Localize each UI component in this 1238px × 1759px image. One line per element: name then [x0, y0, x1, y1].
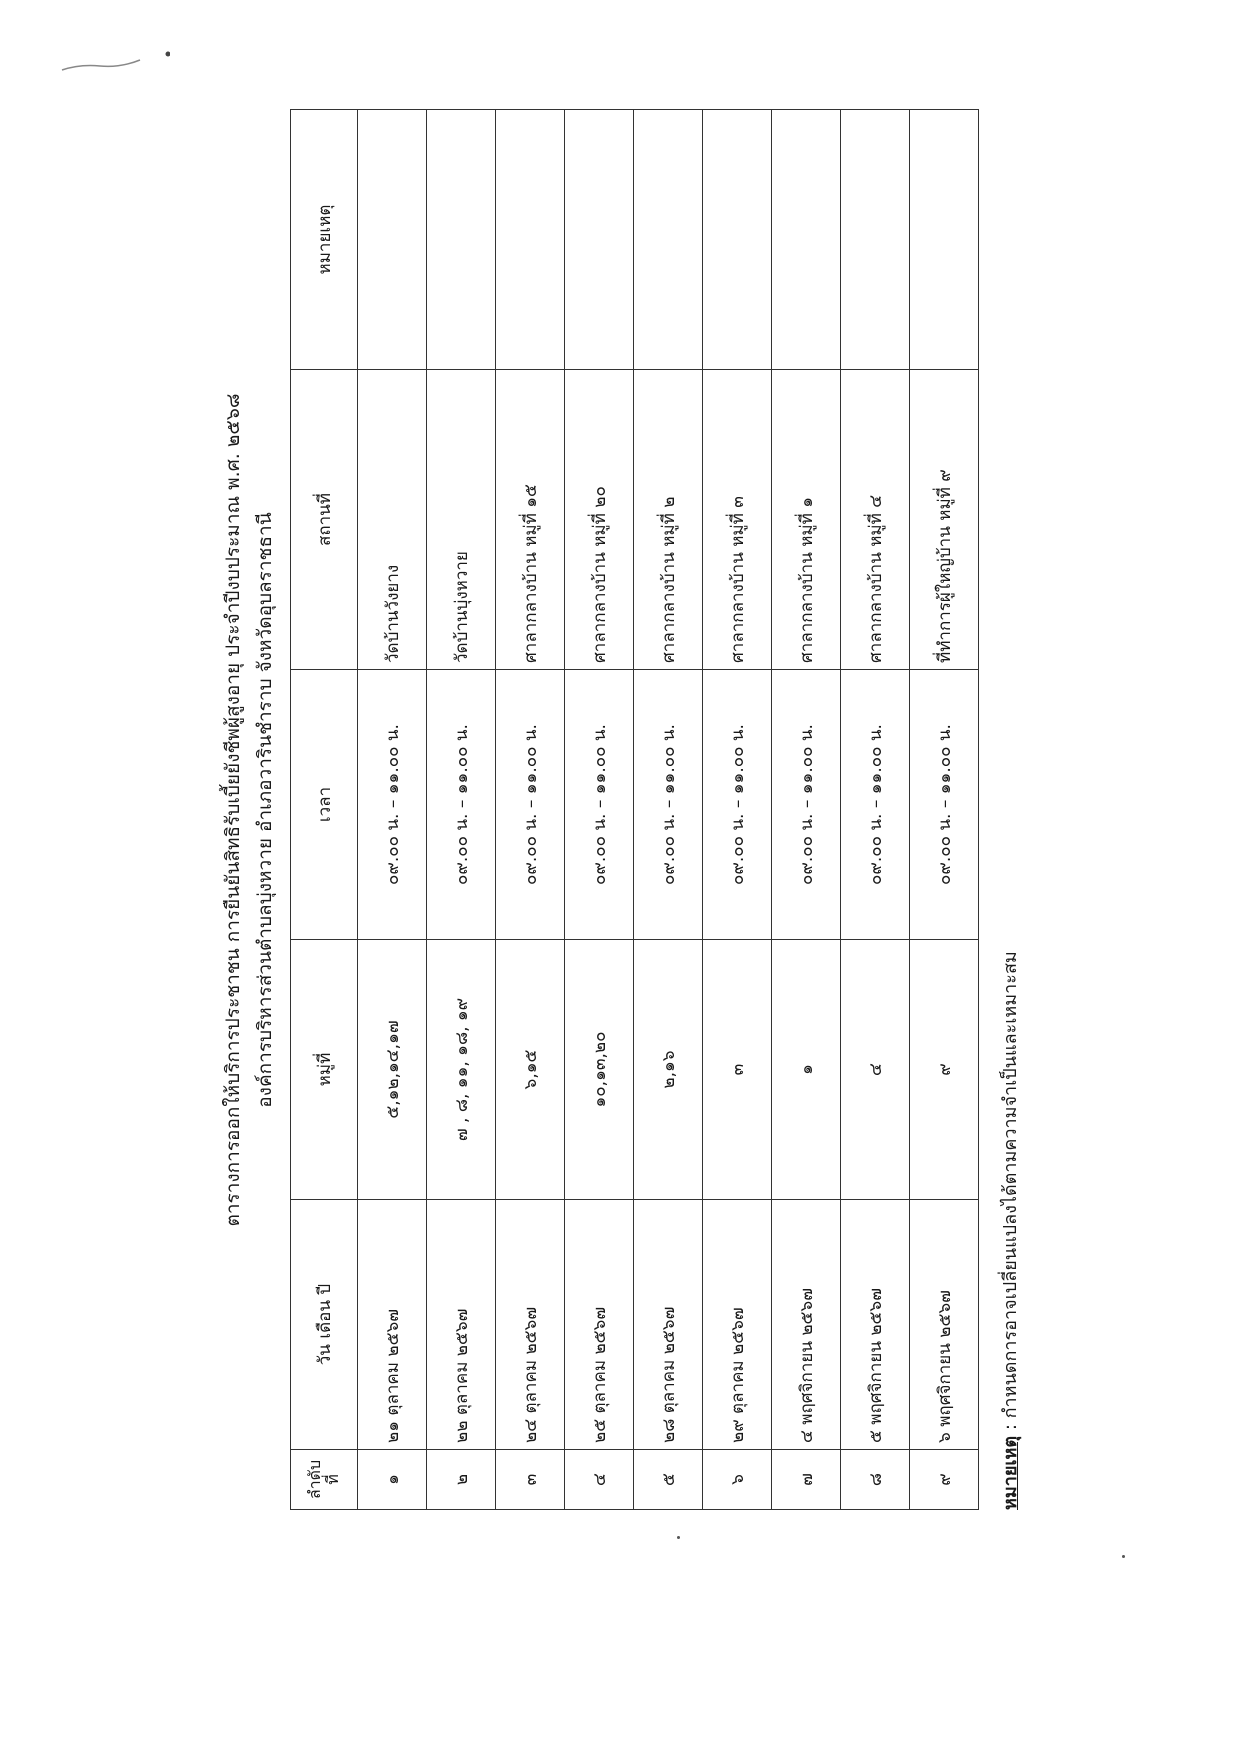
cell-seq: ๑ — [358, 1450, 427, 1510]
cell-remark — [427, 110, 496, 370]
footnote-text: กำหนดการอาจเปลี่ยนแปลงได้ตามความจำเป็นและเหมาะสม — [1000, 951, 1021, 1419]
cell-moo: ๔ — [841, 940, 910, 1200]
table-row — [634, 110, 703, 1510]
table-header-row — [291, 110, 358, 1510]
cell-place: ศาลากลางบ้าน หมู่ที่ ๒ — [634, 370, 703, 670]
cell-seq: ๕ — [634, 1450, 703, 1510]
scan-speck — [677, 1536, 680, 1539]
cell-place: วัดบ้านวังยาง — [358, 370, 427, 670]
cell-seq: ๒ — [427, 1450, 496, 1510]
cell-time: ๐๙.๐๐ น. – ๑๑.๐๐ น. — [634, 670, 703, 940]
document-title: ตารางการออกให้บริการประชาชน การยืนยันสิทธิรับเบี้ยยังชีพผู้สูงอายุ ประจำปีงบประมาณ พ.ศ. ๒๕๖๘ — [222, 393, 244, 1227]
cell-time: ๐๙.๐๐ น. – ๑๑.๐๐ น. — [910, 670, 979, 940]
footnote-separator: : — [1000, 1418, 1021, 1436]
header-place: สถานที่ — [291, 370, 358, 670]
cell-date: ๒๒ ตุลาคม ๒๕๖๗ — [427, 1200, 496, 1450]
table-row — [772, 110, 841, 1510]
cell-seq: ๓ — [496, 1450, 565, 1510]
header-date: วัน เดือน ปี — [291, 1200, 358, 1450]
cell-moo: ๓ — [703, 940, 772, 1200]
cell-date: ๒๙ ตุลาคม ๒๕๖๗ — [703, 1200, 772, 1450]
cell-place: ที่ทำการผู้ใหญ่บ้าน หมู่ที่ ๙ — [910, 370, 979, 670]
cell-remark — [841, 110, 910, 370]
schedule-table — [290, 109, 979, 1510]
cell-time: ๐๙.๐๐ น. – ๑๑.๐๐ น. — [565, 670, 634, 940]
cell-moo: ๖,๑๕ — [496, 940, 565, 1200]
table-row — [703, 110, 772, 1510]
cell-date: ๒๘ ตุลาคม ๒๕๖๗ — [634, 1200, 703, 1450]
header-time: เวลา — [291, 670, 358, 940]
cell-remark — [910, 110, 979, 370]
cell-place: ศาลากลางบ้าน หมู่ที่ ๑๕ — [496, 370, 565, 670]
cell-remark — [703, 110, 772, 370]
cell-remark — [565, 110, 634, 370]
cell-remark — [772, 110, 841, 370]
cell-seq: ๖ — [703, 1450, 772, 1510]
cell-seq: ๙ — [910, 1450, 979, 1510]
cell-remark — [496, 110, 565, 370]
cell-moo: ๑๐,๑๓,๒๐ — [565, 940, 634, 1200]
footnote-label: หมายเหตุ — [1000, 1435, 1021, 1510]
cell-remark — [634, 110, 703, 370]
cell-date: ๒๔ ตุลาคม ๒๕๖๗ — [496, 1200, 565, 1450]
cell-place: ศาลากลางบ้าน หมู่ที่ ๒๐ — [565, 370, 634, 670]
table-row — [358, 110, 427, 1510]
cell-place: ศาลากลางบ้าน หมู่ที่ ๔ — [841, 370, 910, 670]
cell-moo: ๕,๑๒,๑๔,๑๗ — [358, 940, 427, 1200]
cell-moo: ๗ , ๘, ๑๑, ๑๘, ๑๙ — [427, 940, 496, 1200]
header-remark: หมายเหตุ — [291, 110, 358, 370]
cell-seq: ๗ — [772, 1450, 841, 1510]
cell-place: ศาลากลางบ้าน หมู่ที่ ๓ — [703, 370, 772, 670]
cell-time: ๐๙.๐๐ น. – ๑๑.๐๐ น. — [358, 670, 427, 940]
cell-place: ศาลากลางบ้าน หมู่ที่ ๑ — [772, 370, 841, 670]
table-row — [841, 110, 910, 1510]
cell-remark — [358, 110, 427, 370]
cell-time: ๐๙.๐๐ น. – ๑๑.๐๐ น. — [427, 670, 496, 940]
cell-date: ๒๑ ตุลาคม ๒๕๖๗ — [358, 1200, 427, 1450]
cell-date: ๖ พฤศจิกายน ๒๕๖๗ — [910, 1200, 979, 1450]
cell-moo: ๑ — [772, 940, 841, 1200]
cell-time: ๐๙.๐๐ น. – ๑๑.๐๐ น. — [772, 670, 841, 940]
table-row — [427, 110, 496, 1510]
cell-time: ๐๙.๐๐ น. – ๑๑.๐๐ น. — [496, 670, 565, 940]
header-moo: หมู่ที่ — [291, 940, 358, 1200]
cell-seq: ๔ — [565, 1450, 634, 1510]
cell-moo: ๒,๑๖ — [634, 940, 703, 1200]
cell-date: ๒๕ ตุลาคม ๒๕๖๗ — [565, 1200, 634, 1450]
cell-time: ๐๙.๐๐ น. – ๑๑.๐๐ น. — [703, 670, 772, 940]
table-row — [496, 110, 565, 1510]
document-content — [190, 110, 1070, 1510]
table-row — [565, 110, 634, 1510]
scan-mark — [60, 50, 170, 74]
cell-seq: ๘ — [841, 1450, 910, 1510]
cell-place: วัดบ้านบุ่งหวาย — [427, 370, 496, 670]
document-subtitle: องค์การบริหารส่วนตำบลบุ่งหวาย อำเภอวารินชำราบ จังหวัดอุบลราชธานี — [254, 512, 276, 1108]
cell-moo: ๙ — [910, 940, 979, 1200]
header-seq: ลำดับที่ — [291, 1450, 358, 1510]
footnote — [995, 110, 1024, 1510]
document-header — [190, 110, 276, 1510]
cell-date: ๔ พฤศจิกายน ๒๕๖๗ — [772, 1200, 841, 1450]
cell-time: ๐๙.๐๐ น. – ๑๑.๐๐ น. — [841, 670, 910, 940]
cell-date: ๕ พฤศจิกายน ๒๕๖๗ — [841, 1200, 910, 1450]
table-row — [910, 110, 979, 1510]
scan-speck — [1122, 1555, 1125, 1558]
